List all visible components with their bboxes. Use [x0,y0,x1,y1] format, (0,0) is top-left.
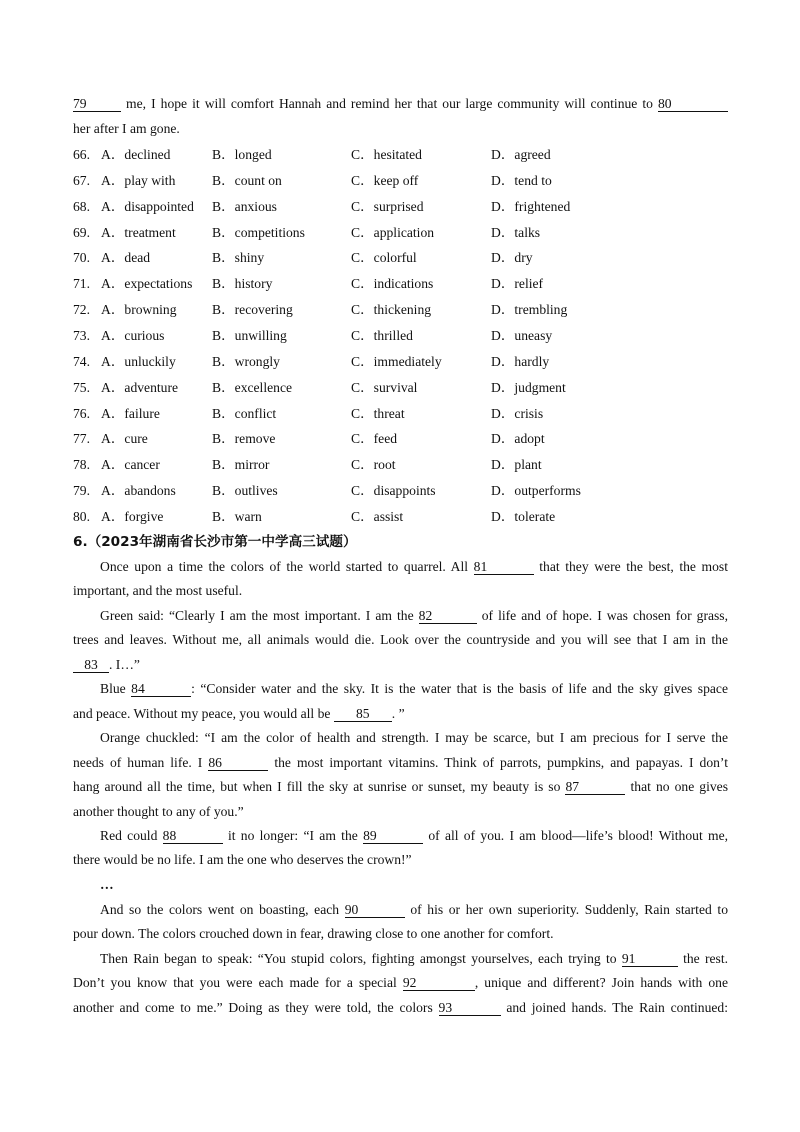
p5-line-2: there would be no life. I am the one who deserves the crown!” [73,852,412,867]
blank-82: 82 [419,608,477,624]
question-number: 77. [73,431,90,447]
option-c: C．assist [351,508,404,524]
option-b: B．count on [212,172,282,188]
option-c: C．hesitated [351,147,422,162]
option-a: A．failure [101,405,160,421]
blank-93: 93 [439,1000,501,1016]
p4-line-2: needs of human life. I 86 the most important vitamins. Think of parrots, pumpkins, and papayas. I don’t [73,755,728,770]
option-c: C．application [351,224,435,240]
option-d: D．judgment [491,379,566,395]
option-a: A．adventure [101,379,179,395]
blank-91: 91 [622,951,678,967]
option-a: A．abandons [101,483,176,499]
question-row [73,249,733,267]
option-a: A．unluckily [101,353,176,369]
blank-88: 88 [163,828,223,844]
question-number: 76. [73,405,90,421]
option-c: C．immediately [351,353,442,369]
p4-line-3: hang around all the time, but when I fill the sky at sunrise or sunset, my beauty is so 87 that no one gives [73,779,728,794]
question-row [73,275,733,293]
question-number: 69. [73,224,90,240]
question-row [73,327,733,345]
option-c: C．root [351,457,396,473]
option-d: D．outperforms [491,483,581,499]
option-c: C．feed [351,431,398,447]
p7-line-2: Don’t you know that you were each made for a special 92 , unique and different? Join hands with one [73,975,728,990]
option-a: A．browning [101,302,177,318]
question-row [73,353,733,371]
option-b: B．warn [212,508,262,524]
option-d: D．plant [491,457,542,473]
ellipsis: … [100,877,114,892]
option-d: D．talks [491,224,541,240]
question-number: 74. [73,353,90,369]
question-number: 68. [73,198,90,214]
option-c: C．threat [351,405,405,421]
option-b: B．longed [212,147,272,162]
p3-line-1: Blue 84 : “Consider water and the sky. It is the water that is the basis of life and the sky gives space [100,681,728,696]
option-d: D．relief [491,276,544,292]
p4-line-4: another thought to any of you.” [73,804,244,819]
p6-line-2: pour down. The colors crouched down in fear, drawing close to one another for comfort. [73,926,554,941]
option-a: A．disappointed [101,198,194,214]
question-number: 70. [73,250,90,266]
option-b: B．shiny [212,250,265,266]
option-c: C．disappoints [351,483,436,499]
option-a: A．play with [101,172,176,188]
option-d: D．agreed [491,147,551,162]
blank-83: 83 [73,657,109,673]
option-d: D．adopt [491,431,545,447]
question-row [73,224,733,242]
option-b: B．outlives [212,483,278,499]
blank-90: 90 [345,902,405,918]
option-d: D．tend to [491,172,552,188]
option-b: B．wrongly [212,353,280,369]
option-c: C．thickening [351,302,432,318]
option-a: A．dead [101,250,151,266]
option-a: A．expectations [101,276,193,292]
option-a: A．treatment [101,224,176,240]
option-a: A．cancer [101,457,160,473]
question-row [73,456,733,474]
option-b: B．anxious [212,198,277,214]
option-c: C．surprised [351,198,424,214]
question-row [73,405,733,423]
blank-87: 87 [565,779,625,795]
p2-line-1: Green said: “Clearly I am the most important. I am the 82 of life and of hope. I was chosen for grass, [100,608,728,623]
option-a: A．cure [101,431,148,447]
p3-line-2: and peace. Without my peace, you would all be 85 . ” [73,706,405,721]
option-b: B．recovering [212,302,293,318]
blank-80: 80 [658,96,728,112]
question-number: 80. [73,508,90,524]
p7-line-1: Then Rain began to speak: “You stupid colors, fighting amongst yourselves, each trying to 91 the rest. [100,951,729,966]
option-b: B．mirror [212,457,270,473]
question-number: 75. [73,379,90,395]
question-row [73,508,733,526]
blank-86: 86 [208,755,268,771]
p7-line-3: another and come to me.” Doing as they were told, the colors 93 and joined hands. The Rain continued: [73,1000,728,1015]
p4-line-1: Orange chuckled: “I am the color of health and strength. I may be scarce, but I am precious for I serve the [100,730,728,745]
question-row [73,172,733,190]
section-heading: 6.（2023年湖南省长沙市第一中学高三试题） [73,534,357,550]
question-row [73,146,733,164]
p2-line-3: 83 . I…” [73,656,140,674]
intro-text-1: me, I hope it will comfort Hannah and remind her that our large community will continue to [121,96,658,111]
question-row [73,430,733,448]
option-d: D．frightened [491,198,571,214]
option-b: B．excellence [212,379,293,395]
option-b: B．competitions [212,224,305,240]
blank-92: 92 [403,975,475,991]
question-row [73,198,733,216]
p1-line-2: important, and the most useful. [73,583,243,598]
option-d: D．trembling [491,302,568,318]
option-d: D．crisis [491,405,544,421]
option-b: B．conflict [212,405,277,421]
option-b: B．unwilling [212,327,287,343]
question-row [73,301,733,319]
blank-84: 84 [131,681,191,697]
question-number: 67. [73,172,90,188]
intro-line-2: her after I am gone. [73,121,180,136]
blank-81: 81 [474,559,534,575]
blank-85: 85 [334,706,392,722]
p5-line-1: Red could 88 it no longer: “I am the 89 of all of you. I am blood—life’s blood! Without me, [100,828,729,843]
question-row [73,482,733,500]
option-d: D．hardly [491,353,550,369]
option-a: A．declined [101,147,171,162]
option-b: B．history [212,276,273,292]
question-number: 79. [73,483,90,499]
blank-79: 79 [73,96,121,112]
option-a: A．forgive [101,508,164,524]
intro-line-1 [73,95,728,113]
p2-line-2: trees and leaves. Without me, all animals would die. Look over the countryside and you will see that I am in the [73,632,728,647]
option-c: C．thrilled [351,327,413,343]
question-number: 72. [73,302,90,318]
option-a: A．curious [101,327,165,343]
p1-line-1: Once upon a time the colors of the world started to quarrel. All 81 that they were the best, the most [100,559,728,574]
question-number: 66. [73,147,90,162]
p6-line-1: And so the colors went on boasting, each 90 of his or her own superiority. Suddenly, Rain started to [100,902,728,917]
question-number: 71. [73,276,90,292]
option-d: D．uneasy [491,327,553,343]
question-number: 78. [73,457,90,473]
option-c: C．survival [351,379,418,395]
blank-89: 89 [363,828,423,844]
option-c: C．keep off [351,172,419,188]
option-c: C．indications [351,276,434,292]
question-row [73,379,733,397]
option-d: D．tolerate [491,508,556,524]
question-number: 73. [73,327,90,343]
option-c: C．colorful [351,250,417,266]
option-b: B．remove [212,431,276,447]
option-d: D．dry [491,250,533,266]
